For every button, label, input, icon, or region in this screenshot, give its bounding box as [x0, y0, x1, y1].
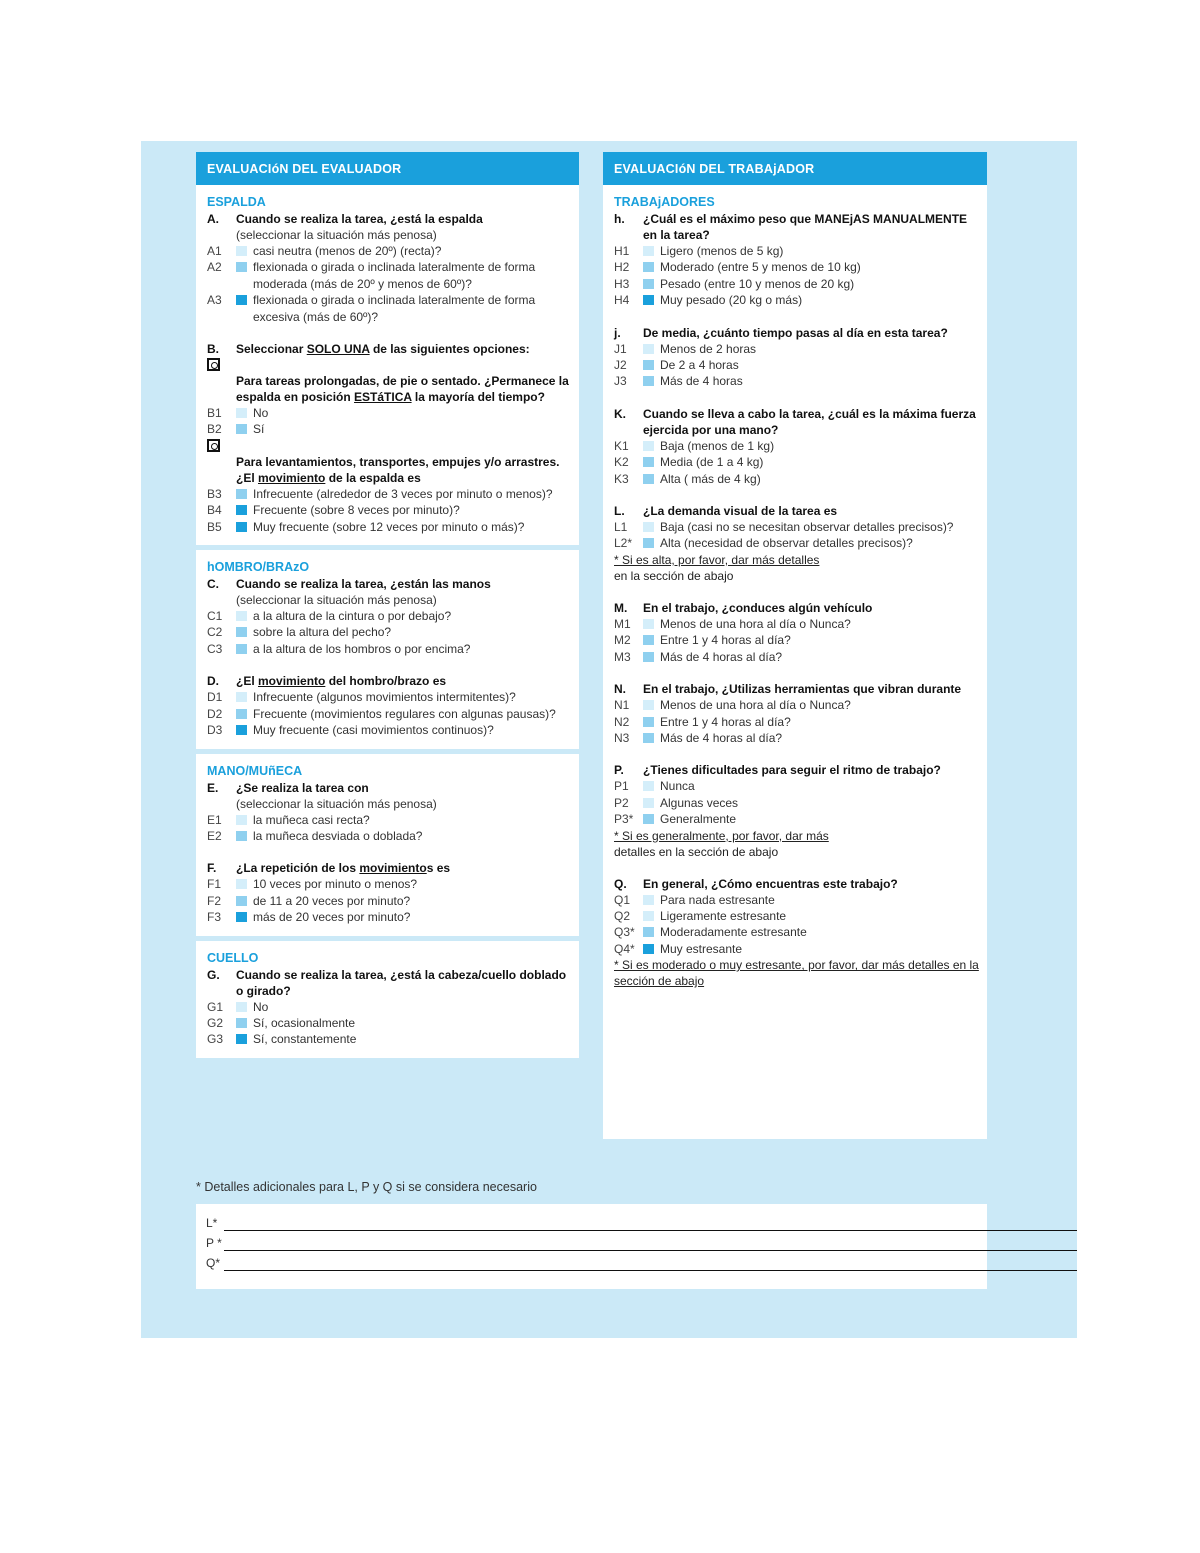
option-code: P1	[614, 779, 629, 794]
option-m2[interactable]	[614, 632, 979, 648]
option-text: De 2 a 4 horas	[660, 358, 739, 373]
option-text: Más de 4 horas al día?	[660, 730, 783, 745]
evaluator-header: EVALUACIóN DEL EVALUADOR	[196, 152, 579, 185]
checkbox-icon[interactable]	[643, 344, 654, 354]
option-text: Sí, constantemente	[253, 1032, 357, 1047]
question-letter: B.	[207, 342, 219, 357]
option-b4[interactable]	[207, 502, 571, 518]
checkbox-icon[interactable]	[643, 717, 654, 727]
option-text: la muñeca casi recta?	[253, 812, 370, 827]
option-code: G1	[207, 999, 224, 1014]
question-letter	[207, 454, 236, 486]
question-text: En el trabajo, ¿Utilizas herramientas que vibran durante	[643, 682, 962, 697]
detail-input-line[interactable]	[224, 1250, 1077, 1251]
option-a2[interactable]	[207, 259, 571, 292]
option-c1[interactable]	[207, 608, 571, 624]
option-n3[interactable]	[614, 730, 979, 746]
footnote-rest: detalles en la sección de abajo	[614, 844, 779, 859]
checkbox-icon[interactable]	[643, 246, 654, 256]
option-code: D2	[207, 706, 223, 721]
checkbox-icon[interactable]	[643, 798, 654, 808]
option-code: E1	[207, 812, 222, 827]
option-k3[interactable]	[614, 471, 979, 487]
question-text: En el trabajo, ¿conduces algún vehículo	[643, 600, 873, 615]
question	[614, 503, 979, 519]
option-text: Muy estresante	[660, 941, 743, 956]
checkbox-icon[interactable]	[643, 814, 654, 824]
footnote	[614, 828, 979, 860]
option-text: Infrecuente (algunos movimientos intermitentes)?	[253, 690, 516, 705]
option-code: A2	[207, 260, 222, 275]
option-q1[interactable]	[614, 892, 979, 908]
option-code: N2	[614, 714, 630, 729]
option-code: B1	[207, 406, 222, 421]
checkbox-icon[interactable]	[643, 360, 654, 370]
section-2	[196, 749, 579, 936]
question-letter: P.	[614, 763, 624, 778]
checkbox-icon[interactable]	[236, 1002, 247, 1012]
option-code: J1	[614, 341, 627, 356]
additional-details-box	[196, 1204, 987, 1289]
option-text: a la altura de la cintura o por debajo?	[253, 609, 452, 624]
question-text: ¿El movimiento del hombro/brazo es	[236, 674, 447, 689]
option-text: Para nada estresante	[660, 892, 775, 907]
option-h2[interactable]	[614, 259, 979, 275]
option-code: G3	[207, 1032, 224, 1047]
section-3	[196, 936, 579, 1058]
checkbox-icon[interactable]	[236, 644, 247, 654]
question-letter: C.	[207, 577, 219, 592]
option-d2[interactable]	[207, 706, 571, 722]
question	[207, 211, 571, 227]
option-text: casi neutra (menos de 20º) (recta)?	[253, 244, 442, 258]
option-code: Q4*	[614, 941, 635, 956]
checkbox-icon[interactable]	[236, 505, 247, 515]
option-code: L2*	[614, 536, 633, 551]
footnote-underlined: * Si es moderado o muy estresante, por favor, dar más detalles en la sección de abajo	[614, 958, 979, 989]
option-j3[interactable]	[614, 373, 979, 389]
option-text: Alta (necesidad de observar detalles precisos)?	[660, 536, 913, 551]
question-letter	[207, 373, 236, 405]
checkbox-icon[interactable]	[236, 831, 247, 841]
question	[614, 600, 979, 616]
question-letter: N.	[614, 682, 626, 697]
option-text: Menos de 2 horas	[660, 341, 757, 356]
section-1	[196, 545, 579, 748]
option-h4[interactable]	[614, 292, 979, 308]
option-code: B2	[207, 422, 222, 437]
option-code: H4	[614, 293, 630, 308]
checkbox-icon[interactable]	[643, 457, 654, 467]
option-code: K1	[614, 438, 629, 453]
option-text: Sí, ocasionalmente	[253, 1015, 356, 1030]
option-p1[interactable]	[614, 778, 979, 794]
worker-header: EVALUACIóN DEL TRABAjADOR	[603, 152, 987, 185]
option-k1[interactable]	[614, 438, 979, 454]
option-h3[interactable]	[614, 276, 979, 292]
section-title: CUELLO	[207, 950, 259, 965]
option-text: de 11 a 20 veces por minuto?	[253, 893, 411, 908]
question-letter: j.	[614, 325, 621, 340]
checkbox-icon[interactable]	[643, 522, 654, 532]
checkbox-icon[interactable]	[643, 538, 654, 548]
checkbox-icon[interactable]	[643, 781, 654, 791]
option-code: C2	[207, 625, 223, 640]
option-q2[interactable]	[614, 908, 979, 924]
option-g3[interactable]	[207, 1031, 571, 1047]
question	[614, 876, 979, 892]
question-text: Cuando se realiza la tarea, ¿está la cabeza/cuello doblado o girado?	[236, 967, 567, 998]
additional-details-label: * Detalles adicionales para L, P y Q si se considera necesario	[196, 1180, 537, 1194]
question-text: ¿La repetición de los movimientos es	[236, 861, 451, 876]
option-b5[interactable]	[207, 519, 571, 535]
checkbox-icon[interactable]	[643, 376, 654, 386]
option-code: A3	[207, 293, 222, 308]
option-g1[interactable]	[207, 999, 571, 1015]
option-text: Frecuente (movimientos regulares con algunas pausas)?	[253, 706, 556, 721]
option-text: Ligeramente estresante	[660, 908, 787, 923]
checkbox-icon[interactable]	[236, 896, 247, 906]
spacer	[207, 844, 571, 860]
option-g2[interactable]	[207, 1015, 571, 1031]
question-text: Cuando se realiza la tarea, ¿están las manos	[236, 577, 491, 592]
question-letter: F.	[207, 861, 217, 876]
option-j2[interactable]	[614, 357, 979, 373]
option-n1[interactable]	[614, 697, 979, 713]
option-b2[interactable]	[207, 421, 571, 437]
question-text: Cuando se lleva a cabo la tarea, ¿cuál es la máxima fuerza ejercida por una mano?	[643, 406, 976, 437]
section-title: MANO/MUñECA	[207, 763, 303, 778]
option-text: Media (de 1 a 4 kg)	[660, 455, 764, 470]
spacer	[614, 584, 979, 600]
question-letter: Q.	[614, 876, 627, 891]
question-text: ¿Cuál es el máximo peso que MANEjAS MANUALMENTE en la tarea?	[643, 212, 968, 242]
option-code: H2	[614, 260, 630, 275]
section-title: TRABAjADORES	[614, 195, 715, 209]
checkbox-icon[interactable]	[236, 1034, 247, 1044]
spacer	[614, 390, 979, 406]
option-code: B4	[207, 503, 222, 518]
question	[207, 576, 571, 592]
detail-line-label: L*	[206, 1216, 218, 1230]
option-code: B5	[207, 519, 222, 534]
question	[614, 406, 979, 438]
checkbox-icon[interactable]	[236, 262, 247, 272]
option-code: Q1	[614, 892, 631, 907]
option-text: sobre la altura del pecho?	[253, 625, 392, 640]
option-text: Entre 1 y 4 horas al día?	[660, 633, 791, 648]
question-text: Seleccionar SOLO UNA de las siguientes opciones:	[236, 342, 530, 357]
option-text: Moderado (entre 5 y menos de 10 kg)	[660, 260, 861, 275]
evaluator-sections	[196, 185, 579, 1058]
checkbox-icon[interactable]	[643, 911, 654, 921]
option-code: G2	[207, 1015, 224, 1030]
checkbox-icon[interactable]	[643, 619, 654, 629]
option-f3[interactable]	[207, 909, 571, 925]
option-k2[interactable]	[614, 454, 979, 470]
option-code: Q3*	[614, 925, 635, 940]
option-text: No	[253, 999, 269, 1014]
option-q3-star[interactable]	[614, 924, 979, 940]
option-a3[interactable]	[207, 292, 571, 325]
option-text: Muy frecuente (casi movimientos continuos)?	[253, 723, 494, 738]
question-letter: M.	[614, 600, 628, 615]
option-a1[interactable]	[207, 243, 571, 259]
option-h1[interactable]	[614, 243, 979, 259]
option-code: N3	[614, 730, 630, 745]
option-text: Más de 4 horas al día?	[660, 649, 783, 664]
option-code: F1	[207, 877, 222, 892]
question-letter: h.	[614, 212, 625, 226]
option-text: Alta ( más de 4 kg)	[660, 471, 761, 486]
question	[207, 673, 571, 689]
option-text: Entre 1 y 4 horas al día?	[660, 714, 791, 729]
question-text: Para levantamientos, transportes, empujes y/o arrastres. ¿El movimiento de la espalda es	[236, 454, 560, 485]
section-0	[196, 185, 579, 545]
option-code: J3	[614, 374, 627, 389]
option-text: Nunca	[660, 779, 695, 794]
question	[207, 373, 571, 405]
option-text: a la altura de los hombros o por encima?	[253, 641, 471, 656]
option-code: H1	[614, 244, 630, 258]
question-letter: L.	[614, 504, 625, 519]
option-code: H3	[614, 276, 630, 291]
option-text: Algunas veces	[660, 795, 739, 810]
spacer	[614, 860, 979, 876]
checkbox-icon[interactable]	[643, 944, 654, 954]
option-m3[interactable]	[614, 649, 979, 665]
option-q4-star[interactable]	[614, 941, 979, 957]
option-code: B3	[207, 486, 222, 501]
footnote-rest: en la sección de abajo	[614, 568, 734, 583]
option-code: K2	[614, 455, 629, 470]
section-title: ESPALDA	[207, 195, 266, 209]
detail-line-label: Q*	[206, 1256, 221, 1270]
checkbox-icon[interactable]	[236, 725, 247, 735]
question	[207, 967, 571, 999]
detail-input-line[interactable]	[224, 1270, 1077, 1271]
checkbox-icon[interactable]	[643, 295, 654, 305]
option-b3[interactable]	[207, 486, 571, 502]
option-m1[interactable]	[614, 616, 979, 632]
question	[614, 762, 979, 778]
option-text: No	[253, 406, 269, 421]
option-code: Q2	[614, 908, 631, 923]
checkbox-icon[interactable]	[236, 611, 247, 621]
option-l2-star[interactable]	[614, 535, 979, 551]
question-note: (seleccionar la situación más penosa)	[236, 228, 437, 242]
question	[207, 860, 571, 876]
footnote	[614, 957, 979, 989]
checkbox-icon[interactable]	[643, 895, 654, 905]
checkbox-icon[interactable]	[236, 815, 247, 825]
option-code: F3	[207, 910, 222, 925]
option-code: P3*	[614, 812, 634, 827]
option-text: Muy pesado (20 kg o más)	[660, 293, 803, 308]
spacer	[207, 325, 571, 341]
question	[207, 454, 571, 486]
checkbox-icon[interactable]	[643, 279, 654, 289]
option-f1[interactable]	[207, 876, 571, 892]
option-text: Frecuente (sobre 8 veces por minuto)?	[253, 503, 460, 518]
checkbox-icon[interactable]	[236, 627, 247, 637]
worker-column	[603, 152, 987, 1139]
question-text: Para tareas prolongadas, de pie o sentado. ¿Permanece la espalda en posición ESTáTICA la mayoría del tiempo?	[236, 374, 569, 405]
spacer	[614, 665, 979, 681]
checkbox-icon[interactable]	[236, 522, 247, 532]
checkbox-icon[interactable]	[236, 295, 247, 305]
question	[207, 341, 571, 357]
checkbox-icon[interactable]	[236, 709, 247, 719]
checkbox-icon[interactable]	[236, 424, 247, 434]
option-text: Muy frecuente (sobre 12 veces por minuto o más)?	[253, 519, 525, 534]
question-note: (seleccionar la situación más penosa)	[236, 593, 437, 608]
option-text: Más de 4 horas	[660, 374, 743, 389]
footnote-underlined: * Si es alta, por favor, dar más detalles	[614, 552, 820, 567]
option-group-icon	[207, 439, 220, 452]
option-text: Ligero (menos de 5 kg)	[660, 244, 784, 258]
question	[614, 211, 979, 243]
spacer	[614, 487, 979, 503]
question-note: (seleccionar la situación más penosa)	[236, 796, 437, 811]
option-l1[interactable]	[614, 519, 979, 535]
option-c3[interactable]	[207, 641, 571, 657]
option-code: M2	[614, 633, 631, 648]
question	[614, 325, 979, 341]
question-text: ¿Se realiza la tarea con	[236, 780, 369, 795]
option-code: P2	[614, 795, 629, 810]
checkbox-icon[interactable]	[236, 489, 247, 499]
option-code: E2	[207, 828, 222, 843]
option-code: D1	[207, 690, 223, 705]
question-letter: K.	[614, 406, 626, 421]
question-text: Cuando se realiza la tarea, ¿está la espalda	[236, 212, 483, 226]
checkbox-icon[interactable]	[643, 927, 654, 937]
spacer	[614, 746, 979, 762]
checkbox-icon[interactable]	[236, 692, 247, 702]
detail-line-label: P *	[206, 1236, 222, 1250]
option-e2[interactable]	[207, 828, 571, 844]
option-text: la muñeca desviada o doblada?	[253, 828, 423, 843]
question-text: ¿Tienes dificultades para seguir el ritmo de trabajo?	[643, 763, 941, 778]
option-text: Infrecuente (alrededor de 3 veces por minuto o menos)?	[253, 486, 553, 501]
option-code: M1	[614, 616, 631, 631]
question-letter: A.	[207, 212, 219, 226]
checkbox-icon[interactable]	[236, 912, 247, 922]
question-letter: D.	[207, 674, 219, 689]
option-d3[interactable]	[207, 722, 571, 738]
option-text: Sí	[253, 422, 265, 437]
option-code: L1	[614, 520, 628, 535]
footnote	[614, 552, 979, 584]
checkbox-icon[interactable]	[643, 441, 654, 451]
option-text: flexionada o girada o inclinada lateralmente de forma moderada (más de 20º y menos de 60º)?	[253, 260, 536, 291]
option-code: F2	[207, 893, 222, 908]
option-d1[interactable]	[207, 689, 571, 705]
section-title: hOMBRO/BRAzO	[207, 560, 310, 575]
option-text: Baja (menos de 1 kg)	[660, 438, 775, 453]
question	[614, 681, 979, 697]
spacer	[614, 309, 979, 325]
option-c2[interactable]	[207, 624, 571, 640]
option-n2[interactable]	[614, 714, 979, 730]
option-code: M3	[614, 649, 631, 664]
option-p3-star[interactable]	[614, 811, 979, 827]
detail-input-line[interactable]	[224, 1230, 1077, 1231]
option-text: Menos de una hora al día o Nunca?	[660, 616, 851, 631]
question-letter: E.	[207, 780, 219, 795]
option-code: C3	[207, 641, 223, 656]
option-p2[interactable]	[614, 795, 979, 811]
option-e1[interactable]	[207, 812, 571, 828]
option-group-icon	[207, 358, 220, 371]
question-text: ¿La demanda visual de la tarea es	[643, 504, 838, 519]
checkbox-icon[interactable]	[236, 879, 247, 889]
option-text: Generalmente	[660, 812, 737, 827]
checkbox-icon[interactable]	[643, 652, 654, 662]
option-text: Pesado (entre 10 y menos de 20 kg)	[660, 276, 855, 291]
checkbox-icon[interactable]	[643, 700, 654, 710]
option-code: D3	[207, 723, 223, 738]
option-j1[interactable]	[614, 341, 979, 357]
option-code: J2	[614, 358, 627, 373]
option-text: 10 veces por minuto o menos?	[253, 877, 418, 892]
option-text: Baja (casi no se necesitan observar detalles precisos)?	[660, 520, 954, 535]
option-code: N1	[614, 698, 630, 713]
question-letter: G.	[207, 967, 220, 982]
question-text: De media, ¿cuánto tiempo pasas al día en esta tarea?	[643, 325, 948, 340]
worker-sections	[603, 185, 987, 999]
checkbox-icon[interactable]	[643, 474, 654, 484]
checkbox-icon[interactable]	[236, 408, 247, 418]
option-text: Menos de una hora al día o Nunca?	[660, 698, 851, 713]
option-text: Moderadamente estresante	[660, 925, 807, 940]
checkbox-icon[interactable]	[643, 262, 654, 272]
section-0	[603, 185, 987, 999]
checkbox-icon[interactable]	[236, 1018, 247, 1028]
question	[207, 780, 571, 796]
option-text: más de 20 veces por minuto?	[253, 910, 411, 925]
option-code: A1	[207, 244, 222, 258]
option-text: flexionada o girada o inclinada lateralmente de forma excesiva (más de 60º)?	[253, 293, 536, 324]
option-f2[interactable]	[207, 893, 571, 909]
evaluator-column	[196, 152, 579, 1058]
footnote-underlined: * Si es generalmente, por favor, dar más	[614, 828, 829, 843]
option-code: K3	[614, 471, 629, 486]
option-b1[interactable]	[207, 405, 571, 421]
checkbox-icon[interactable]	[643, 733, 654, 743]
option-code: C1	[207, 609, 223, 624]
checkbox-icon[interactable]	[236, 246, 247, 256]
spacer	[207, 657, 571, 673]
question-text: En general, ¿Cómo encuentras este trabajo?	[643, 876, 898, 891]
checkbox-icon[interactable]	[643, 635, 654, 645]
